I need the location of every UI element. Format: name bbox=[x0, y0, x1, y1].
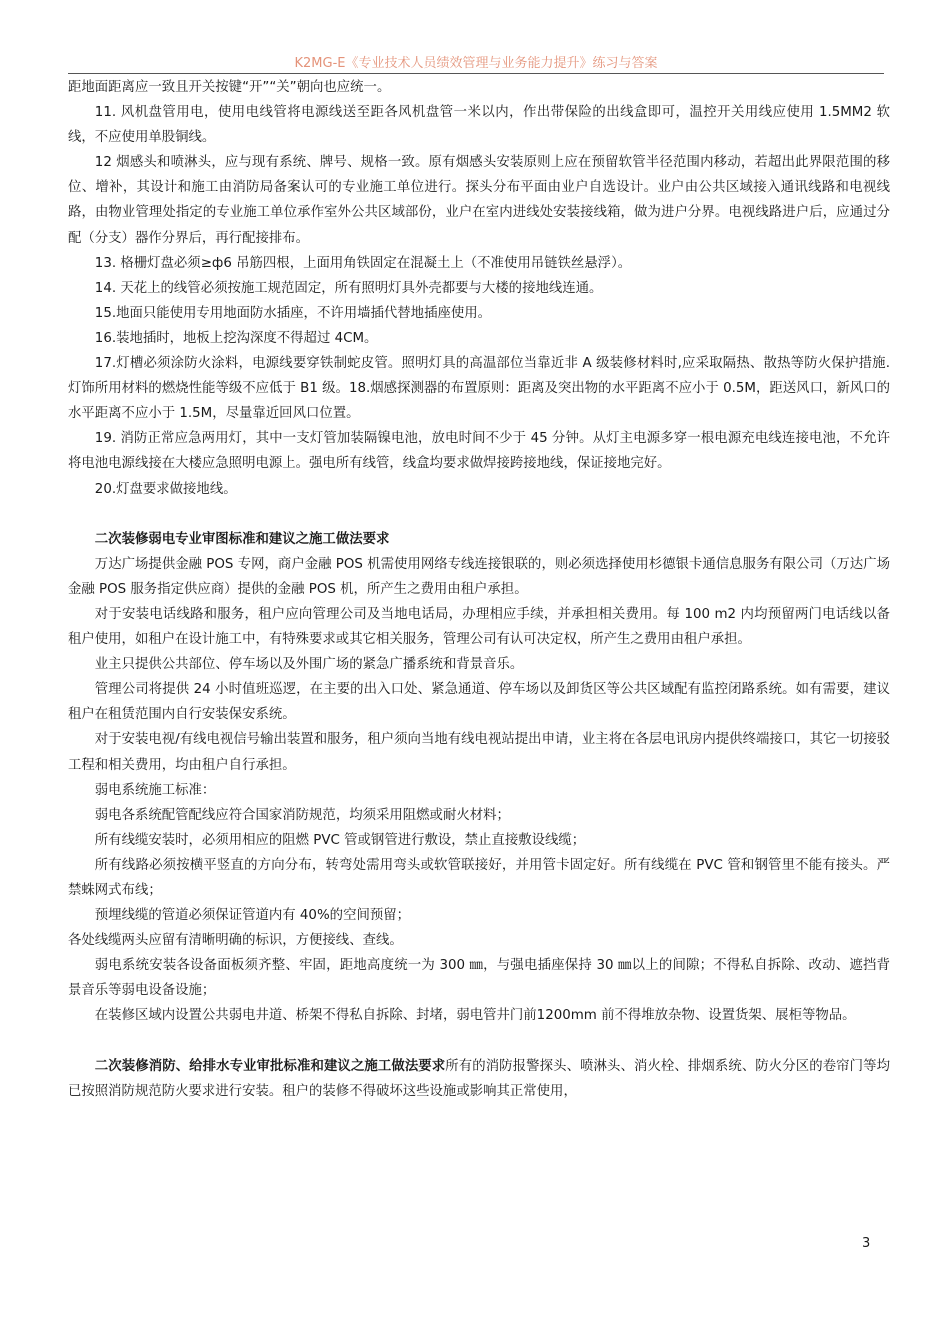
document-body bbox=[68, 75, 890, 1104]
paragraph: 所有线缆安装时，必须用相应的阻燃 PVC 管或钢管进行敷设，禁止直接敷设线缆； bbox=[94, 832, 586, 848]
paragraph: 弱电系统安装各设备面板须齐整、牢固，距地高度统一为 300 ㎜，与强电插座保持 30 ㎜以上的间隙；不得私自拆除、改动、遮挡背景音乐等弱电设备设施； bbox=[68, 958, 890, 999]
paragraph: 对于安装电话线路和服务，租户应向管理公司及当地电话局，办理相应手续，并承担相关费用。每 100 m2 内均预留两门电话线以备租户使用，如租户在设计施工中，有特殊要求或其它相关服务，管理公司有认可决定权，所产生之费用由租户承担。 bbox=[68, 606, 890, 648]
paragraph: 17.灯槽必须涂防火涂料，电源线要穿铁制蛇皮管。照明灯具的高温部位当靠近非 A 级装修材料时,应采取隔热、散热等防火保护措施.灯饰所用材料的燃烧性能等级不应低于 B1 级。18.烟感探测器的布置原则：距离及突出物的水平距离不应小于 0.5M，距送风口，新风口的水平距离不应小于 1.5M，尽量靠近回风口位置。 bbox=[68, 356, 890, 422]
section-heading: 二次装修弱电专业审图标准和建议之施工做法要求 bbox=[94, 531, 390, 547]
page-number: 3 bbox=[862, 1236, 871, 1251]
section-heading: 二次装修消防、给排水专业审批标准和建议之施工做法要求 bbox=[94, 1058, 446, 1074]
paragraph: 在装修区域内设置公共弱电井道、桥架不得私自拆除、封堵，弱电管井门前1200mm 前不得堆放杂物、设置货架、展柜等物品。 bbox=[94, 1008, 856, 1024]
paragraph: 20.灯盘要求做接地线。 bbox=[94, 481, 237, 497]
blank-line bbox=[68, 1029, 890, 1054]
paragraph: 弱电系统施工标准： bbox=[94, 782, 216, 798]
paragraph: 对于安装电视/有线电视信号输出装置和服务，租户须向当地有线电视站提出申请，业主将在各层电讯房内提供终端接口，其它一切接驳工程和相关费用，均由租户自行承担。 bbox=[68, 732, 890, 773]
paragraph: 所有线路必须按横平竖直的方向分布，转弯处需用弯头或软管联接好，并用管卡固定好。所有线缆在 PVC 管和钢管里不能有接头。严禁蛛网式布线； bbox=[68, 857, 890, 898]
paragraph: 管理公司将提供 24 小时值班巡逻，在主要的出入口处、紧急通道、停车场以及卸货区等公共区域配有监控闭路系统。如有需要，建议租户在租赁范围内自行安装保安系统。 bbox=[68, 682, 890, 723]
header-divider bbox=[68, 73, 884, 74]
paragraph: 预埋线缆的管道必须保证管道内有 40%的空间预留； bbox=[94, 908, 411, 924]
blank-line bbox=[68, 502, 890, 527]
paragraph: 14. 天花上的线管必须按施工规范固定，所有照明灯具外壳都要与大楼的接地线连通。 bbox=[94, 280, 603, 296]
paragraph: 各处线缆两头应留有清晰明确的标识，方便接线、查线。 bbox=[68, 933, 403, 949]
paragraph: 弱电各系统配管配线应符合国家消防规范，均须采用阻燃或耐火材料； bbox=[94, 807, 510, 823]
paragraph: 13. 格栅灯盘必须≥ф6 吊筋四根，上面用角铁固定在混凝土上（不准使用吊链铁丝悬浮）。 bbox=[94, 255, 632, 271]
paragraph: 万达广场提供金融 POS 专网，商户金融 POS 机需使用网络专线连接银联的，则必须选择使用杉德银卡通信息服务有限公司（万达广场金融 POS 服务指定供应商）提供的金融 POS 机，所产生之费用由租户承担。 bbox=[68, 556, 890, 597]
paragraph: 距地面距离应一致且开关按键“开”“关”朝向也应统一。 bbox=[68, 80, 391, 95]
paragraph: 11. 风机盘管用电，使用电线管将电源线送至距各风机盘管一米以内，作出带保险的出线盒即可，温控开关用线应使用 1.5MM2 软线，不应使用单股铜线。 bbox=[68, 105, 890, 146]
paragraph: 12 烟感头和喷淋头，应与现有系统、牌号、规格一致。原有烟感头安装原则上应在预留软管半径范围内移动，若超出此界限范围的移位、增补，其设计和施工由消防局备案认可的专业施工单位进行。探头分布平面由业户自选设计。业户由公共区域接入通讯线路和电视线路，由物业管理处指定的专业施工单位承作室外公共区域部份，业户在室内进线处安装接线箱，做为进户分界。电视线路进户后，应通过分配（分支）器作分界后，再行配接排布。 bbox=[68, 155, 890, 246]
section-paragraph bbox=[68, 1054, 890, 1104]
page-header-title: K2MG-E《专业技术人员绩效管理与业务能力提升》练习与答案 bbox=[294, 56, 658, 71]
paragraph: 15.地面只能使用专用地面防水插座，不许用墙插代替地插座使用。 bbox=[94, 305, 492, 321]
section-text: 所有的消防报警探头、喷淋头、消火栓、排烟系统、防火分区的卷帘门等均已按照消防规范防火要求进行安装。租户的装修不得破坏这些设施或影响其正常使用， bbox=[68, 1058, 890, 1099]
paragraph: 业主只提供公共部位、停车场以及外围广场的紧急广播系统和背景音乐。 bbox=[94, 657, 524, 673]
paragraph: 19. 消防正常应急两用灯，其中一支灯管加装隔镍电池，放电时间不少于 45 分钟。从灯主电源多穿一根电源充电线连接电池，不允许将电池电源线接在大楼应急照明电源上。强电所有线管，线盒均要求做焊接跨接地线，保证接地完好。 bbox=[68, 431, 890, 472]
paragraph: 16.装地插时，地板上挖沟深度不得超过 4CM。 bbox=[94, 330, 378, 346]
